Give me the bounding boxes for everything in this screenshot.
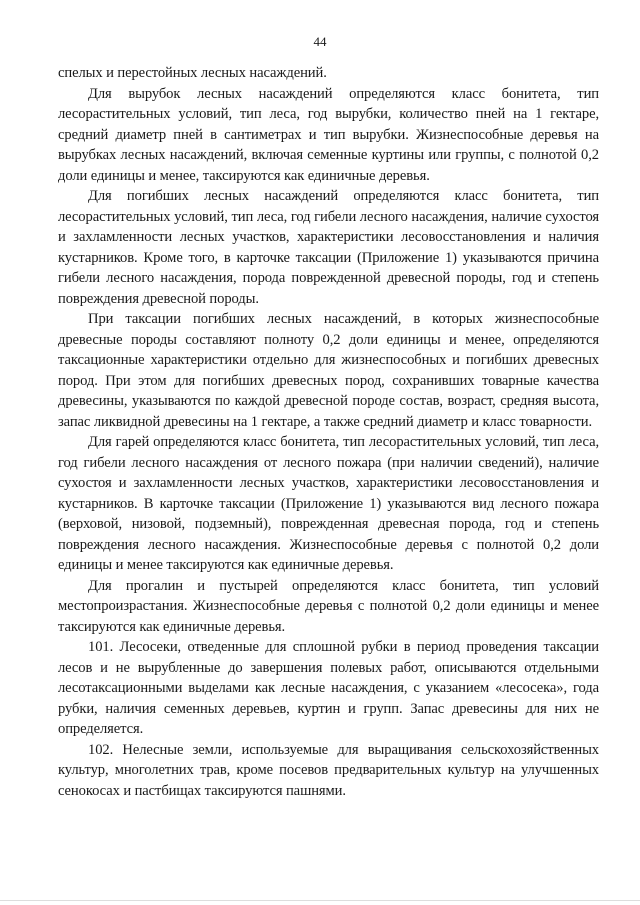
page-number: 44 (313, 34, 327, 49)
paragraph-dead-stands-taxation: При таксации погибших лесных насаждений, в которых жизнеспособные древесные породы составляют полноту 0,2 доли единицы и менее, определяются таксационные характеристики отдельно для жизнеспособных и погибших древесных пород. При этом для погибших древесных пород, сохранивших товарные качества древесины, указываются по каждой древесной породе состав, возраст, средняя высота, запас ликвидной древесины на 1 гектаре, а также средний диаметр и класс товарности. (58, 311, 599, 430)
paragraph-glades-wastelands: Для прогалин и пустырей определяются класс бонитета, тип условий местопроизрастания. Жизнеспособные деревья с полнотой 0,2 доли единицы и менее таксируются как единичные деревья. (58, 577, 599, 635)
paragraph-item-102: 102. Нелесные земли, используемые для выращивания сельскохозяйственных культур, многолетних трав, кроме посевов предварительных культур на улучшенных сенокосах и пастбищах таксируются пашнями. (58, 741, 599, 799)
paragraph-clearcuts: Для вырубок лесных насаждений определяются класс бонитета, тип лесорастительных условий, тип леса, год вырубки, количество пней на 1 гектаре, средний диаметр пней в сантиметрах и тип вырубки. Жизнеспособные деревья на вырубках лесных насаждений, включая семенные куртины или группы, с полнотой 0,2 доли единицы и менее, таксируются как единичные деревья. (58, 85, 599, 184)
paragraph-item-101: 101. Лесосеки, отведенные для сплошной рубки в период проведения таксации лесов и не вырубленные до завершения полевых работ, описываются отдельными лесотаксационными выделами как лесные насаждения, с указанием «лесосека», года рубки, наличия семенных деревьев, куртин и групп. Запас древесины для них не определяется. (58, 639, 599, 737)
paragraph-continuation: спелых и перестойных лесных насаждений. (58, 65, 327, 81)
bottom-edge-line (0, 900, 640, 901)
document-body (58, 63, 599, 801)
paragraph-dead-stands: Для погибших лесных насаждений определяются класс бонитета, тип лесорастительных условий, тип леса, год гибели лесного насаждения, наличие сухостоя и захламленности лесных участков, характеристики лесовосстановления и наличия кустарников. Кроме того, в карточке таксации (Приложение 1) указываются причина гибели лесного насаждения, порода поврежденной древесной породы, год и степень повреждения древесной породы. (58, 188, 599, 307)
paragraph-burnt-areas: Для гарей определяются класс бонитета, тип лесорастительных условий, тип леса, год гибели лесного насаждения от лесного пожара (при наличии сведений), наличие сухостоя и захламленности лесных участков, характеристики лесовосстановления и кустарников. В карточке таксации (Приложение 1) указываются вид лесного пожара (верховой, низовой, подземный), поврежденная древесная порода, год и степень повреждения лесного насаждения. Жизнеспособные деревья с полнотой 0,2 доли единицы и менее таксируются как единичные деревья. (58, 434, 599, 573)
